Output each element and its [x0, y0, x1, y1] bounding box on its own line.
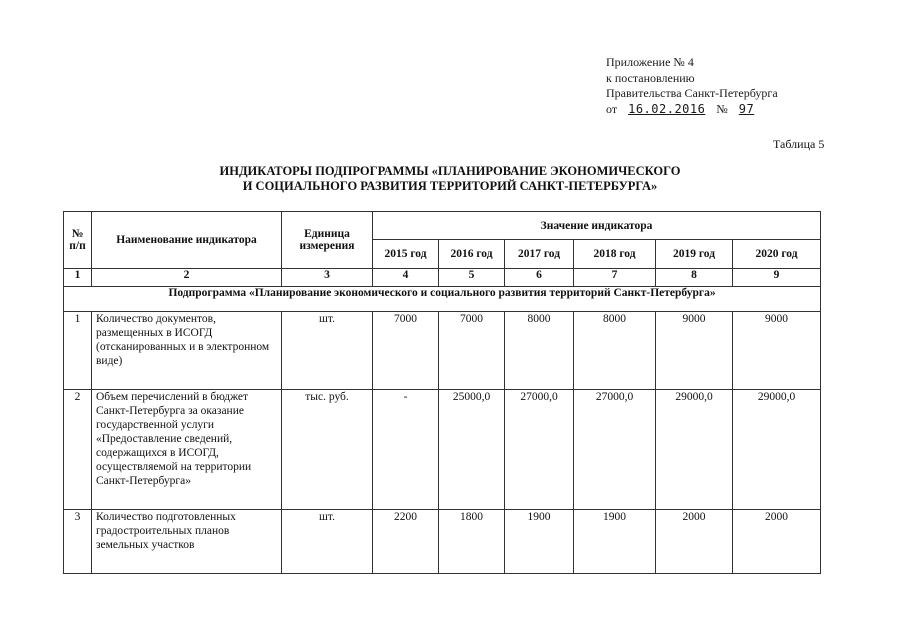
appendix-line-1: Приложение № 4	[606, 55, 694, 69]
date-prefix: от	[606, 101, 618, 116]
value-2015: 7000	[373, 312, 439, 390]
value-2017: 8000	[505, 312, 574, 390]
column-number: 4	[373, 269, 439, 287]
number-prefix: №	[716, 101, 728, 116]
table-row	[64, 510, 821, 574]
column-number: 1	[64, 269, 92, 287]
indicator-name: Количество документов, размещенных в ИСОГД (отсканированных и в электронном виде)	[92, 312, 282, 390]
indicator-name: Объем перечислений в бюджет Санкт-Петербурга за оказание государственной услуги «Предоставление сведений, содержащихся в ИСОГД, осуществляемой на территории Санкт-Петербурга»	[92, 390, 282, 510]
header-value-group: Значение индикатора	[373, 212, 821, 240]
header-num: № п/п	[64, 212, 92, 269]
value-2016: 1800	[439, 510, 505, 574]
row-num: 3	[64, 510, 92, 574]
value-2016: 25000,0	[439, 390, 505, 510]
appendix-date-line	[606, 102, 778, 118]
value-2015: -	[373, 390, 439, 510]
column-number: 6	[505, 269, 574, 287]
value-2020: 2000	[733, 510, 821, 574]
table-row	[64, 312, 821, 390]
indicators-table	[63, 211, 821, 574]
indicator-unit: тыс. руб.	[282, 390, 373, 510]
column-number: 8	[656, 269, 733, 287]
column-number: 9	[733, 269, 821, 287]
appendix-line-2: к постановлению	[606, 70, 695, 85]
column-number: 3	[282, 269, 373, 287]
value-2017: 1900	[505, 510, 574, 574]
header-year: 2018 год	[574, 240, 656, 269]
resolution-number: 97	[738, 101, 755, 116]
value-2019: 2000	[656, 510, 733, 574]
header-year: 2019 год	[656, 240, 733, 269]
column-number-row	[64, 269, 821, 287]
header-name: Наименование индикатора	[92, 212, 282, 269]
table-row	[64, 390, 821, 510]
header-year: 2016 год	[439, 240, 505, 269]
indicator-name: Количество подготовленных градостроительных планов земельных участков	[92, 510, 282, 574]
appendix-line-3: Правительства Санкт-Петербурга	[606, 86, 778, 100]
column-number: 2	[92, 269, 282, 287]
header-year: 2020 год	[733, 240, 821, 269]
header-unit: Единица измерения	[282, 212, 373, 269]
header-year: 2017 год	[505, 240, 574, 269]
title-line-2: И СОЦИАЛЬНОГО РАЗВИТИЯ ТЕРРИТОРИЙ САНКТ-ПЕТЕРБУРГА»	[242, 179, 658, 193]
column-number: 7	[574, 269, 656, 287]
appendix-block	[606, 55, 778, 117]
value-2019: 29000,0	[656, 390, 733, 510]
value-2020: 9000	[733, 312, 821, 390]
table-number: Таблица 5	[773, 137, 825, 151]
value-2018: 1900	[574, 510, 656, 574]
indicator-unit: шт.	[282, 510, 373, 574]
indicator-unit: шт.	[282, 312, 373, 390]
document-title	[150, 164, 750, 194]
row-num: 1	[64, 312, 92, 390]
value-2018: 8000	[574, 312, 656, 390]
resolution-date: 16.02.2016	[628, 101, 706, 116]
value-2017: 27000,0	[505, 390, 574, 510]
subprogram-title: Подпрограмма «Планирование экономического и социального развития территорий Санкт-Петербурга»	[64, 287, 821, 312]
value-2018: 27000,0	[574, 390, 656, 510]
value-2019: 9000	[656, 312, 733, 390]
value-2020: 29000,0	[733, 390, 821, 510]
value-2015: 2200	[373, 510, 439, 574]
row-num: 2	[64, 390, 92, 510]
header-year: 2015 год	[373, 240, 439, 269]
value-2016: 7000	[439, 312, 505, 390]
title-line-1: ИНДИКАТОРЫ ПОДПРОГРАММЫ «ПЛАНИРОВАНИЕ ЭКОНОМИЧЕСКОГО	[219, 164, 681, 178]
subprogram-row	[64, 287, 821, 312]
column-number: 5	[439, 269, 505, 287]
